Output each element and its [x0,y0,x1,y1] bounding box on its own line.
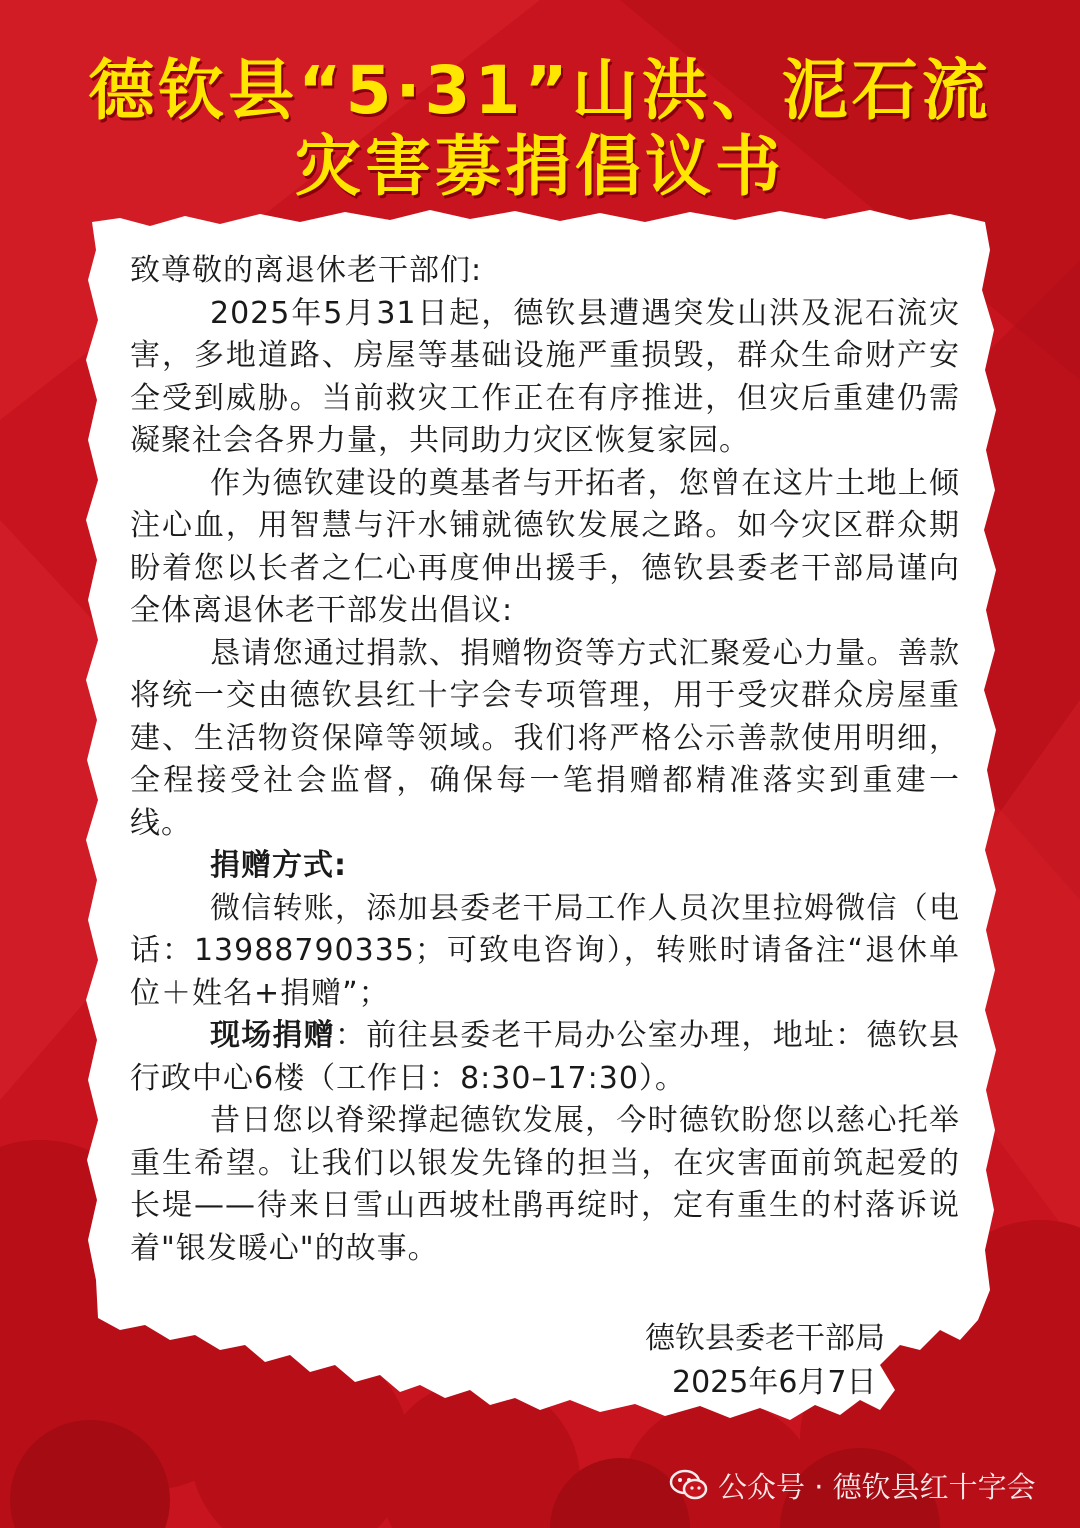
onsite-text: ：前往县委老干局办公室办理，地址：德钦县行政中心6楼（工作日：8:30–17:30）。 [130,1018,961,1096]
title-line-2: 灾害募捐倡议书 [295,128,785,205]
signature-date: 2025年6月7日 [672,1365,877,1400]
onsite-label: 现场捐赠 [210,1018,336,1053]
salutation: 致尊敬的离退休老干部们: [130,253,483,288]
wechat-watermark [668,1460,1036,1510]
onsite-donation-info [130,1015,960,1100]
title-line-1: 德钦县“5·31”山洪、泥石流 [88,52,992,129]
letter-body [130,250,960,1270]
paragraph-closing: 昔日您以脊梁撑起德钦发展，今时德钦盼您以慈心托举重生希望。让我们以银发先锋的担当，在灾害面前筑起爱的长堤——待来日雪山西坡杜鹃再绽时，定有重生的村落诉说着"银发暖心"的故事。 [130,1103,960,1266]
signature-organization: 德钦县委老干部局 [645,1321,885,1356]
wechat-icon [668,1464,710,1506]
wechat-transfer-info: 微信转账，添加县委老干局工作人员次里拉姆微信（电话：13988790335；可致电咨询），转账时请备注“退休单位＋姓名+捐赠”； [130,890,960,1011]
paragraph-appeal: 作为德钦建设的奠基者与开拓者，您曾在这片土地上倾注心血，用智慧与汗水铺就德钦发展之路。如今灾区群众期盼着您以长者之仁心再度伸出援手，德钦县委老干部局谨向全体离退休老干部发出倡议: [130,465,960,628]
donation-method-heading: 捐赠方式: [210,848,347,883]
watermark-text: 公众号 · 德钦县红十字会 [718,1469,1036,1504]
paragraph-disaster: 2025年5月31日起，德钦县遭遇突发山洪及泥石流灾害，多地道路、房屋等基础设施严重损毁，群众生命财产安全受到威胁。当前救灾工作正在有序推进，但灾后重建仍需凝聚社会各界力量，共同助力灾区恢复家园。 [130,295,960,458]
paragraph-donation-request: 恳请您通过捐款、捐赠物资等方式汇聚爱心力量。善款将统一交由德钦县红十字会专项管理，用于受灾群众房屋重建、生活物资保障等领域。我们将严格公示善款使用明细，全程接受社会监督，确保每一笔捐赠都精准落实到重建一线。 [130,635,960,841]
